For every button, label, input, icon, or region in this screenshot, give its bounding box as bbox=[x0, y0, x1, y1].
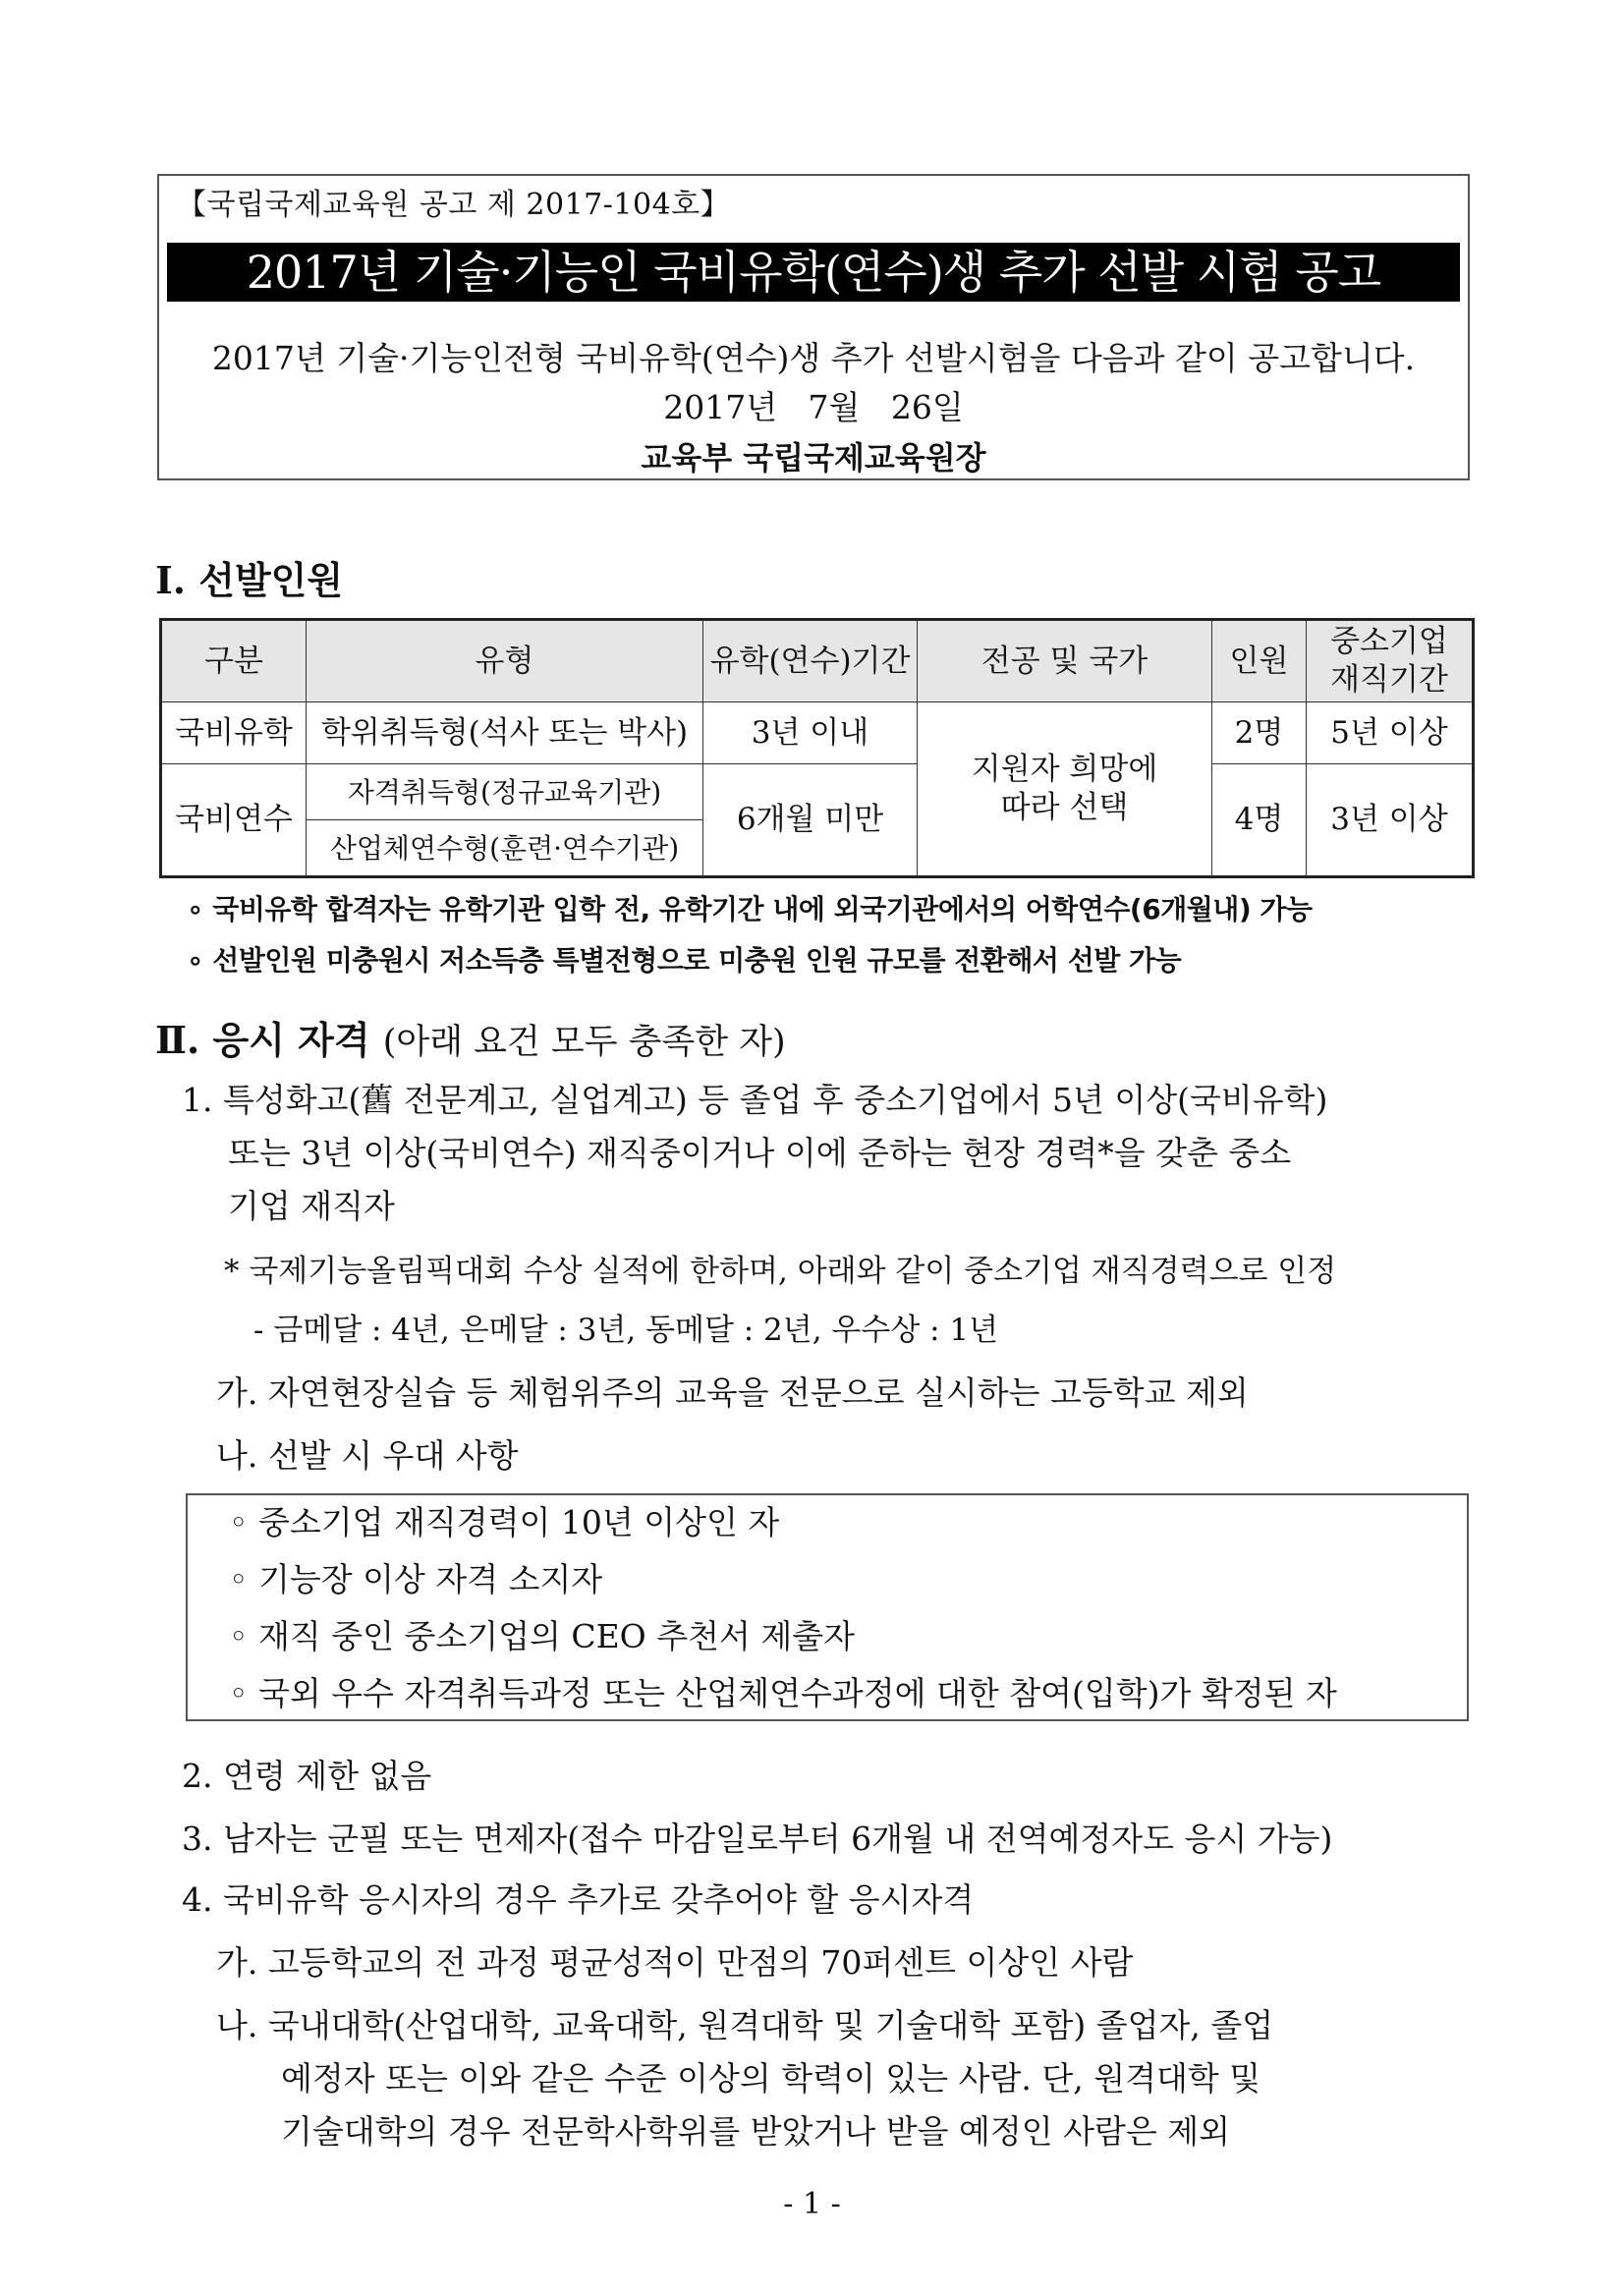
requirement-1-na: 나. 선발 시 우대 사항 bbox=[216, 1436, 519, 1475]
table-cell: 산업체연수형(훈련·연수기관) bbox=[307, 820, 703, 877]
header-cell bbox=[1307, 620, 1474, 702]
preference-item: ◦ 재직 중인 중소기업의 CEO 추천서 제출자 bbox=[229, 1617, 855, 1655]
table-cell: 4명 bbox=[1212, 764, 1307, 877]
requirement-2: 2. 연령 제한 없음 bbox=[182, 1757, 432, 1795]
header-cell-line: 중소기업 bbox=[1330, 624, 1448, 660]
medal-note: * 국제기능올림픽대회 수상 실적에 한하며, 아래와 같이 중소기업 재직경력으로 인정 bbox=[224, 1254, 1337, 1289]
requirement-1-line: 또는 3년 이상(국비연수) 재직중이거나 이에 준하는 현장 경력*을 갖춘 중소 bbox=[228, 1134, 1292, 1172]
table-cell: 2명 bbox=[1212, 702, 1307, 764]
page-number: - 1 - bbox=[783, 2187, 841, 2221]
table-cell: 6개월 미만 bbox=[703, 764, 918, 877]
preference-item: ◦ 중소기업 재직경력이 10년 이상인 자 bbox=[229, 1503, 780, 1541]
table-cell: 3년 이상 bbox=[1307, 764, 1474, 877]
section-2-subtitle: (아래 요건 모두 충족한 자) bbox=[382, 1023, 786, 1062]
header-cell: 구분 bbox=[161, 620, 307, 702]
notice-number: 【국립국제교육원 공고 제 2017-104호】 bbox=[177, 188, 731, 222]
section-1-title: Ⅰ. 선발인원 bbox=[155, 558, 344, 602]
requirement-4-ga: 가. 고등학교의 전 과정 평균성적이 만점의 70퍼센트 이상인 사람 bbox=[216, 1943, 1134, 1982]
requirement-4-na-line: 나. 국내대학(산업대학, 교육대학, 원격대학 및 기술대학 포함) 졸업자, 졸업 bbox=[216, 2006, 1274, 2044]
preference-item: ◦ 기능장 이상 자격 소지자 bbox=[229, 1560, 603, 1598]
table-cell: 자격취득형(정규교육기관) bbox=[307, 764, 703, 820]
requirement-1-ga: 가. 자연현장실습 등 체험위주의 교육을 전문으로 실시하는 고등학교 제외 bbox=[216, 1373, 1249, 1412]
requirement-4-na-line: 예정자 또는 이와 같은 수준 이상의 학력이 있는 사람. 단, 원격대학 및 bbox=[281, 2059, 1261, 2098]
table-cell: 5년 이상 bbox=[1307, 702, 1474, 764]
section-2-title bbox=[155, 1010, 786, 1064]
issuer-name: 교육부 국립국제교육원장 bbox=[641, 439, 986, 476]
preference-item: ◦ 국외 우수 자격취득과정 또는 산업체연수과정에 대한 참여(입학)가 확정된 자 bbox=[229, 1674, 1337, 1712]
table-cell: 3년 이내 bbox=[703, 702, 918, 764]
table-cell-line: 지원자 희망에 bbox=[971, 752, 1158, 788]
requirement-4: 4. 국비유학 응시자의 경우 추가로 갖추어야 할 응시자격 bbox=[182, 1880, 975, 1919]
table-cell: 국비유학 bbox=[161, 702, 307, 764]
selection-table bbox=[159, 618, 1475, 878]
requirement-4-na-line: 기술대학의 경우 전문학사학위를 받았거나 받을 예정인 사람은 제외 bbox=[281, 2112, 1231, 2151]
header-cell-line: 재직기간 bbox=[1330, 662, 1448, 698]
requirement-1-line: 기업 재직자 bbox=[228, 1187, 395, 1225]
table-cell: 국비연수 bbox=[161, 764, 307, 877]
table-cell: 학위취득형(석사 또는 박사) bbox=[307, 702, 703, 764]
table-row bbox=[161, 764, 1474, 820]
note-line: ∘ 선발인원 미충원시 저소득층 특별전형으로 미충원 인원 규모를 전환해서 선발 가능 bbox=[187, 944, 1182, 977]
table-cell-line: 따라 선택 bbox=[1000, 790, 1129, 825]
table-cell bbox=[918, 702, 1212, 877]
requirement-3: 3. 남자는 군필 또는 면제자(접수 마감일로부터 6개월 내 전역예정자도 응시 가능) bbox=[182, 1820, 1333, 1858]
announcement-title: 2017년 기술·기능인 국비유학(연수)생 추가 선발 시험 공고 bbox=[167, 243, 1460, 302]
announcement-date: 2017년 7월 26일 bbox=[663, 388, 964, 426]
medal-note-detail: - 금메달 : 4년, 은메달 : 3년, 동메달 : 2년, 우수상 : 1년 bbox=[253, 1313, 999, 1348]
header-cell: 전공 및 국가 bbox=[918, 620, 1212, 702]
table-row bbox=[161, 702, 1474, 764]
requirement-1-line: 1. 특성화고(舊 전문계고, 실업계고) 등 졸업 후 중소기업에서 5년 이상(국비유학) bbox=[182, 1081, 1328, 1119]
preference-box bbox=[186, 1493, 1469, 1721]
announcement-header-box bbox=[157, 174, 1470, 480]
intro-text: 2017년 기술·기능인전형 국비유학(연수)생 추가 선발시험을 다음과 같이 공고합니다. bbox=[211, 339, 1416, 377]
header-cell: 인원 bbox=[1212, 620, 1307, 702]
header-cell: 유학(연수)기간 bbox=[703, 620, 918, 702]
table-header-row bbox=[161, 620, 1474, 702]
note-line: ∘ 국비유학 합격자는 유학기관 입학 전, 유학기간 내에 외국기관에서의 어학연수(6개월내) 가능 bbox=[187, 893, 1313, 925]
header-cell: 유형 bbox=[307, 620, 703, 702]
section-2-title-main: Ⅱ. 응시 자격 bbox=[155, 1018, 370, 1062]
